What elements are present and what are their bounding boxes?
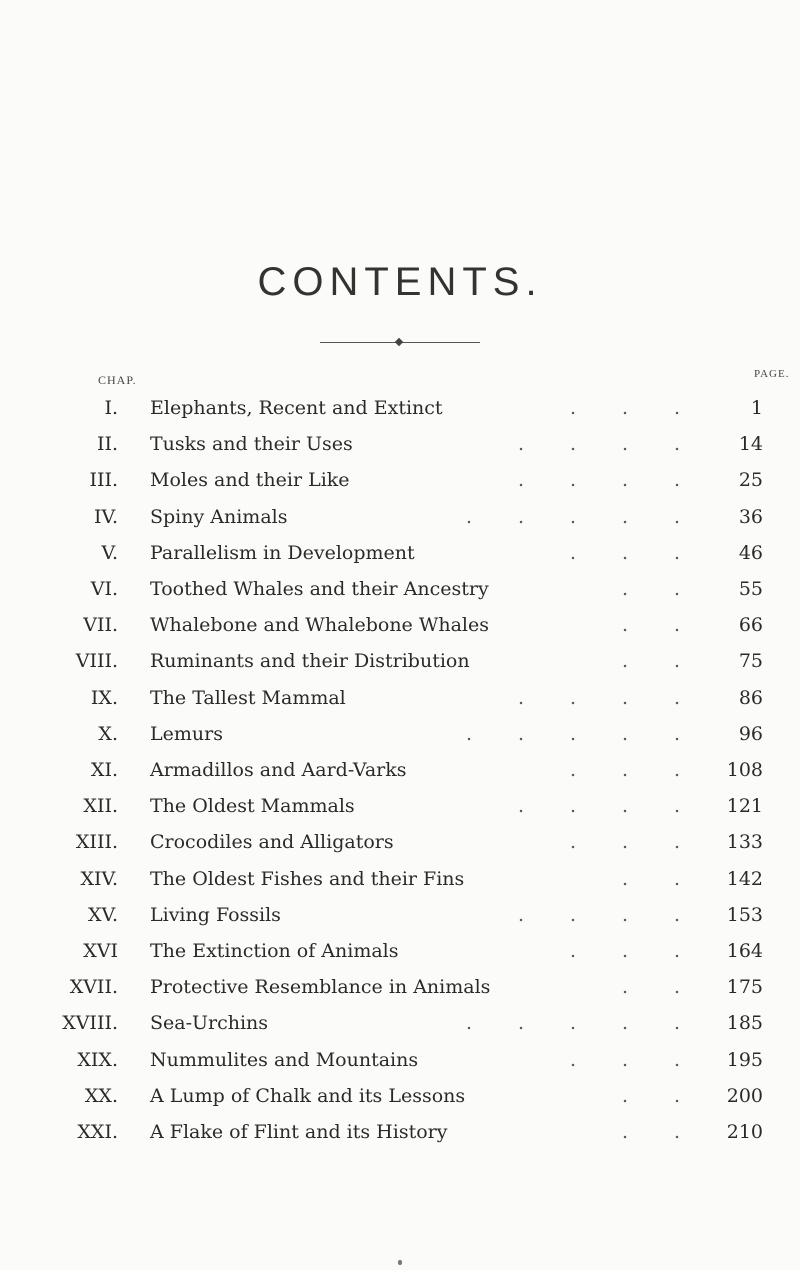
dot-leader: . . .: [569, 759, 680, 781]
page-number: 55: [738, 578, 763, 600]
chapter-column-header: CHAP.: [98, 373, 137, 387]
contents-entry: [0, 433, 800, 463]
dot-leader: . . .: [569, 831, 680, 854]
contents-entry: [0, 940, 800, 970]
contents-entry: [0, 904, 800, 934]
dot-leader: . . . .: [517, 903, 680, 926]
contents-entry: [0, 759, 800, 789]
dot-leader: . . . .: [517, 469, 680, 492]
page-number: 142: [726, 867, 763, 890]
chapter-number: VIII.: [75, 650, 118, 673]
chapter-title: Armadillos and Aard-Varks: [150, 759, 407, 781]
dot-leader: . . . .: [517, 686, 680, 709]
dot-leader: . .: [621, 578, 680, 600]
contents-entry: [0, 1121, 800, 1151]
contents-entry: [0, 795, 800, 825]
contents-entry: [0, 687, 800, 717]
contents-entry: [0, 506, 800, 536]
page-number: 36: [738, 505, 763, 528]
chapter-number: IX.: [90, 686, 118, 709]
page-number: 25: [738, 469, 763, 492]
page-number: 46: [738, 541, 763, 564]
dot-leader: . .: [621, 1084, 680, 1107]
page-number: 210: [726, 1121, 763, 1143]
chapter-number: XXI.: [77, 1121, 118, 1143]
contents-entry: [0, 614, 800, 644]
dot-leader: . . .: [569, 397, 680, 419]
page-column-header: PAGE.: [754, 368, 790, 380]
contents-entry: [0, 650, 800, 680]
contents-entry: [0, 868, 800, 898]
page-number: 75: [738, 650, 763, 673]
contents-entry: [0, 723, 800, 753]
divider-ornament-icon: [395, 338, 403, 346]
contents-entry: [0, 469, 800, 499]
dot-leader: . .: [621, 976, 680, 999]
page-number: 96: [738, 722, 763, 745]
page-number: 200: [726, 1084, 763, 1107]
contents-entry: [0, 397, 800, 427]
chapter-number: XIX.: [77, 1048, 118, 1071]
page-number: 153: [726, 903, 763, 926]
page-number: 86: [738, 686, 763, 709]
chapter-title: A Lump of Chalk and its Lessons: [150, 1084, 466, 1107]
chapter-number: IV.: [94, 505, 118, 528]
page-number: 195: [726, 1048, 763, 1071]
chapter-title: Nummulites and Mountains: [150, 1048, 419, 1071]
dot-leader: . . .: [569, 1048, 680, 1071]
page-number: 185: [726, 1012, 763, 1035]
chapter-title: Elephants, Recent and Extinct: [150, 397, 443, 419]
chapter-title: Lemurs: [150, 722, 223, 745]
chapter-number: XI.: [90, 759, 118, 781]
page-number: 14: [738, 433, 763, 456]
dot-leader: . .: [621, 1121, 680, 1143]
chapter-number: XX.: [84, 1084, 118, 1107]
chapter-title: The Oldest Fishes and their Fins: [150, 867, 465, 890]
chapter-title: Tusks and their Uses: [150, 433, 353, 456]
page-number: 1: [750, 397, 763, 419]
dot-leader: . .: [621, 867, 680, 890]
chapter-number: X.: [98, 722, 118, 745]
contents-entry: [0, 578, 800, 608]
dot-leader: . .: [621, 650, 680, 673]
chapter-number: XVII.: [69, 976, 118, 999]
dot-leader: . . . .: [517, 433, 680, 456]
chapter-number: XIV.: [80, 867, 118, 890]
chapter-title: A Flake of Flint and its History: [150, 1121, 448, 1143]
chapter-number: III.: [89, 469, 118, 492]
chapter-title: Moles and their Like: [150, 469, 350, 492]
chapter-number: VII.: [83, 614, 118, 637]
contents-entry: [0, 1085, 800, 1115]
chapter-title: Living Fossils: [150, 903, 281, 926]
page-number: 175: [726, 976, 763, 999]
contents-entry: [0, 976, 800, 1006]
page-number: 133: [726, 831, 763, 854]
dot-leader: . . . .: [517, 795, 680, 818]
chapter-title: The Tallest Mammal: [150, 686, 346, 709]
chapter-number: XV.: [88, 903, 118, 926]
chapter-number: XII.: [83, 795, 118, 818]
chapter-title: Protective Resemblance in Animals: [150, 976, 491, 999]
dot-leader: . . . . .: [465, 505, 680, 528]
contents-entry: [0, 831, 800, 861]
page-number: 164: [726, 940, 763, 962]
contents-entry: [0, 542, 800, 572]
chapter-title: The Extinction of Animals: [150, 940, 399, 962]
chapter-title: Spiny Animals: [150, 505, 288, 528]
dot-leader: . . .: [569, 541, 680, 564]
contents-entry: [0, 1012, 800, 1042]
contents-entry: [0, 1049, 800, 1079]
page-mark: [398, 1260, 402, 1265]
chapter-title: Toothed Whales and their Ancestry: [150, 578, 489, 600]
dot-leader: . .: [621, 614, 680, 637]
chapter-number: XIII.: [75, 831, 118, 854]
chapter-number: II.: [96, 433, 118, 456]
chapter-title: Crocodiles and Alligators: [150, 831, 394, 854]
page-number: 121: [726, 795, 763, 818]
dot-leader: . . . . .: [465, 722, 680, 745]
chapter-number: XVI: [83, 940, 118, 962]
chapter-title: Ruminants and their Distribution: [150, 650, 470, 673]
dot-leader: . . . . .: [465, 1012, 680, 1035]
chapter-title: Parallelism in Development: [150, 541, 415, 564]
page-number: 108: [726, 759, 763, 781]
chapter-title: The Oldest Mammals: [150, 795, 355, 818]
page-title: CONTENTS.: [257, 260, 543, 304]
dot-leader: . . .: [569, 940, 680, 962]
page-number: 66: [738, 614, 763, 637]
chapter-title: Whalebone and Whalebone Whales: [150, 614, 490, 637]
chapter-number: I.: [104, 397, 118, 419]
chapter-number: V.: [101, 541, 118, 564]
chapter-number: VI.: [90, 578, 118, 600]
chapter-number: XVIII.: [62, 1012, 118, 1035]
chapter-title: Sea-Urchins: [150, 1012, 269, 1035]
